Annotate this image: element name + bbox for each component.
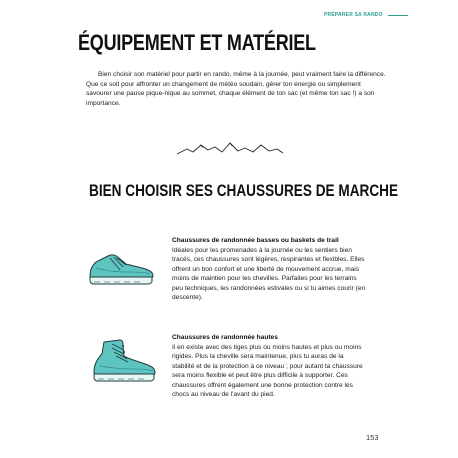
running-header: PRÉPARER SA RANDO — [324, 12, 383, 18]
mountains-icon — [175, 140, 285, 158]
header-rule — [388, 15, 408, 16]
high-shoe-text: Il en existe avec des tiges plus ou moins hautes et plus ou moins rigides. Plus la cheville sera maintenue, plus tu auras de la stabilité et de la protection à ce niveau ; pour autant ta chaussure sera moins flexible et peut être plus difficile à supporter. Ces chaussures offrent également une bonne protection contre les chocs au niveau de l'avant du pied. — [172, 343, 363, 398]
intro-paragraph: Bien choisir son matériel pour partir en rando, même à la journée, peut vraiment faire la différence. Que ce soit pour affronter un changement de météo soudain, gérer ton énergie ou simplement savourer une pause pique-nique au sommet, chaque élément de ton sac (et même ton sac !) a son importance. — [86, 71, 386, 107]
low-shoe-description — [172, 236, 367, 303]
high-hiking-boot-icon — [90, 336, 160, 384]
page-number: 153 — [366, 433, 379, 442]
high-shoe-description — [172, 333, 367, 400]
section-title: BIEN CHOISIR SES CHAUSSURES DE MARCHE — [89, 181, 399, 200]
low-hiking-shoe-icon — [86, 246, 156, 286]
low-shoe-heading: Chaussures de randonnée basses ou baskets de trail — [172, 237, 339, 244]
page-title: ÉQUIPEMENT ET MATÉRIEL — [78, 30, 316, 55]
high-shoe-heading: Chaussures de randonnée hautes — [172, 334, 278, 341]
low-shoe-text: Idéales pour les promenades à la journée ou les sentiers bien tracés, ces chaussures sont légères, respirantes et flexibles. Elles offrent un bon confort et une liberté de mouvement accrue, mais moins de maintien pour les chevilles. Parfaites pour les terrains peu techniques, les randonnées estivales ou si tu aimes courir (en descente). — [172, 246, 366, 301]
